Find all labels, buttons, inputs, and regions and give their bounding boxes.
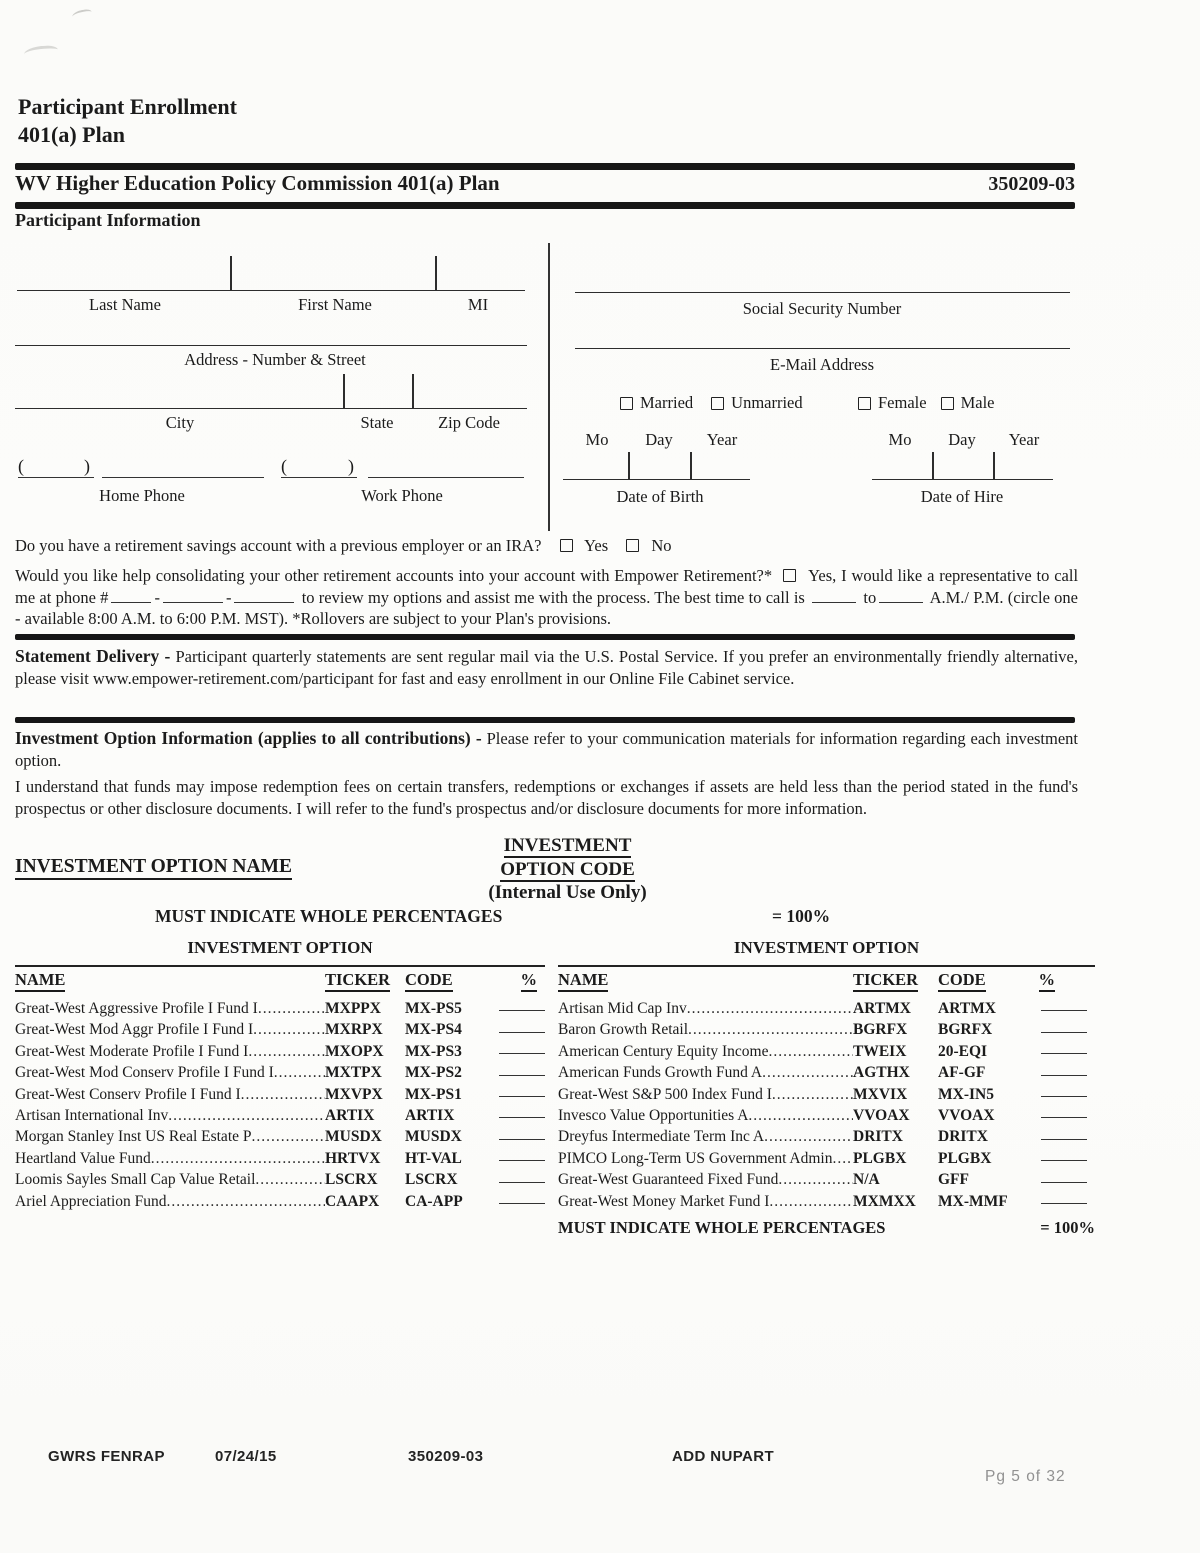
- fund-code: MX-PS4: [405, 1021, 462, 1039]
- table-row: [15, 1107, 545, 1128]
- percent-blank[interactable]: [499, 1092, 545, 1097]
- investment-option-name-heading: INVESTMENT OPTION NAME: [15, 856, 292, 878]
- fund-ticker: HRTVX: [325, 1149, 381, 1167]
- dot-leader: [167, 1193, 325, 1211]
- footer-page-number: Pg 5 of 32: [985, 1468, 1066, 1485]
- home-phone-label: Home Phone: [99, 486, 185, 505]
- ira-no-checkbox[interactable]: [626, 539, 639, 552]
- table-row: [15, 1086, 545, 1107]
- hire-month-label: Mo: [888, 430, 912, 449]
- fund-code: AF-GF: [938, 1064, 986, 1082]
- ssn-label: Social Security Number: [742, 299, 902, 318]
- percent-blank[interactable]: [1041, 1156, 1087, 1161]
- date-of-hire-label: Date of Hire: [920, 487, 1004, 506]
- dot-leader: [762, 1064, 853, 1082]
- table-row: [15, 1171, 545, 1192]
- must-indicate-note-bottom-row: [558, 1218, 1095, 1238]
- home-phone-paren-close: ): [84, 456, 90, 476]
- work-phone-label: Work Phone: [361, 486, 443, 505]
- column-code: CODE: [938, 970, 986, 992]
- fund-name: Great-West Mod Conserv Profile I Fund I: [15, 1064, 274, 1082]
- form-column-divider: [548, 243, 550, 531]
- table-row: [15, 1193, 545, 1214]
- fund-name: American Century Equity Income: [558, 1042, 769, 1060]
- email-label: E-Mail Address: [769, 355, 875, 374]
- fund-name: American Funds Growth Fund A: [558, 1064, 763, 1082]
- percent-blank[interactable]: [499, 1199, 545, 1204]
- table-header-rule-left: [15, 965, 545, 967]
- fund-code: MX-PS2: [405, 1064, 462, 1082]
- address-label: Address - Number & Street: [184, 350, 366, 369]
- plan-name: WV Higher Education Policy Commission 401(a) Plan: [15, 171, 500, 195]
- consolidation-yes-checkbox[interactable]: [783, 569, 796, 582]
- callback-phone-area-blank[interactable]: [111, 598, 151, 603]
- percent-blank[interactable]: [499, 1156, 545, 1161]
- callback-phone-line-blank[interactable]: [234, 598, 294, 603]
- fund-code: HT-VAL: [405, 1149, 462, 1167]
- percent-cell: [499, 1191, 545, 1209]
- fund-name: Great-West Conserv Profile I Fund I: [15, 1085, 241, 1103]
- field-separator-tick: [343, 374, 345, 408]
- footer-plan-number: 350209-03: [408, 1448, 484, 1465]
- footer-system-code: GWRS FENRAP: [48, 1448, 165, 1465]
- fund-ticker: MXVIX: [853, 1085, 908, 1103]
- fund-code: MX-MMF: [938, 1192, 1008, 1210]
- fund-name: Great-West Money Market Fund I: [558, 1192, 770, 1210]
- fund-ticker: MXVPX: [325, 1085, 383, 1103]
- fund-name: Heartland Value Fund: [15, 1149, 151, 1167]
- fund-name: Morgan Stanley Inst US Real Estate P: [15, 1128, 252, 1146]
- fund-ticker: ARTIX: [325, 1106, 375, 1124]
- table-columns-left: [15, 970, 545, 990]
- table-row: [558, 1150, 1095, 1171]
- percent-cell: [499, 1063, 545, 1081]
- percent-blank[interactable]: [1041, 1028, 1087, 1033]
- table-row: [558, 1021, 1095, 1042]
- phone-dash: -: [225, 587, 232, 607]
- dot-leader: [687, 1000, 853, 1018]
- plan-banner: [15, 171, 1075, 196]
- table-row: [558, 1000, 1095, 1021]
- dot-leader: [241, 1086, 325, 1104]
- fund-code: MX-PS5: [405, 1000, 462, 1017]
- fund-name: PIMCO Long-Term US Government Admin: [558, 1149, 833, 1167]
- fund-name: Great-West Mod Aggr Profile I Fund I: [15, 1021, 254, 1039]
- dot-leader: [274, 1064, 325, 1082]
- fund-ticker: PLGBX: [853, 1149, 907, 1167]
- column-ticker: TICKER: [325, 970, 390, 992]
- statement-delivery-body: Participant quarterly statements are sent regular mail via the U.S. Postal Service. If you prefer an environmentally friendly alternative, please visit www.empower-retirement.com/participant for fast and easy enrollment in our Online File Cabinet service.: [15, 647, 1078, 688]
- rule-thick: [15, 202, 1075, 209]
- dot-leader: [748, 1107, 853, 1125]
- percent-blank[interactable]: [1041, 1092, 1087, 1097]
- fund-code: MX-PS1: [405, 1085, 462, 1103]
- section-title-participant-information: Participant Information: [15, 210, 201, 230]
- column-percent: %: [521, 970, 538, 992]
- gender-group: [858, 393, 994, 413]
- investment-info-paragraph: [15, 728, 1078, 771]
- percent-blank[interactable]: [499, 1028, 545, 1033]
- fund-ticker: CAAPX: [325, 1192, 380, 1210]
- column-name: NAME: [15, 970, 65, 992]
- dot-leader: [764, 1128, 853, 1146]
- percent-blank[interactable]: [1041, 1006, 1087, 1011]
- fund-name: Great-West Guaranteed Fixed Fund: [558, 1171, 779, 1189]
- work-phone-paren-open: (: [281, 456, 287, 476]
- work-phone-paren-close: ): [348, 456, 354, 476]
- fund-code: LSCRX: [405, 1171, 458, 1189]
- field-separator-tick: [230, 256, 232, 290]
- field-separator-tick: [932, 452, 934, 479]
- percent-blank[interactable]: [499, 1135, 545, 1140]
- percent-blank[interactable]: [499, 1178, 545, 1183]
- table-row: [558, 1043, 1095, 1064]
- table-row: [558, 1193, 1095, 1214]
- pencil-scan-artifact: [24, 45, 59, 59]
- fund-name: Great-West Aggressive Profile I Fund I: [15, 1000, 258, 1017]
- fund-code: PLGBX: [938, 1149, 992, 1167]
- dot-leader: [252, 1128, 326, 1146]
- table-row: [15, 1000, 545, 1021]
- fund-code: MX-IN5: [938, 1085, 994, 1103]
- fund-name: Loomis Sayles Small Cap Value Retail: [15, 1171, 256, 1189]
- date-of-birth-line[interactable]: [563, 479, 750, 480]
- date-of-hire-line[interactable]: [872, 479, 1053, 480]
- ira-question-text: Do you have a retirement savings account with a previous employer or an IRA?: [15, 536, 542, 555]
- home-phone-paren-open: (: [18, 456, 24, 476]
- investment-option-heading-right: INVESTMENT OPTION: [733, 938, 920, 957]
- percent-blank[interactable]: [1041, 1135, 1087, 1140]
- ira-no-label: No: [651, 536, 672, 555]
- fund-code: ARTIX: [405, 1106, 455, 1124]
- table-row: [558, 1064, 1095, 1085]
- female-checkbox[interactable]: [858, 397, 871, 410]
- consolidation-affirm-text: Yes, I would like a representative to call me at phone #: [15, 566, 1079, 607]
- table-row: [558, 1107, 1095, 1128]
- date-of-birth-label: Date of Birth: [616, 487, 704, 506]
- table-row: [558, 1128, 1095, 1149]
- table-row: [558, 1086, 1095, 1107]
- fund-ticker: N/A: [853, 1171, 880, 1189]
- fund-code: DRITX: [938, 1128, 988, 1146]
- footer-action-code: ADD NUPART: [672, 1448, 775, 1465]
- dot-leader: [688, 1021, 853, 1039]
- fund-ticker: MXTPX: [325, 1064, 382, 1082]
- percent-cell: [499, 998, 545, 1016]
- state-label: State: [360, 413, 394, 432]
- footer-date: 07/24/15: [215, 1448, 277, 1465]
- table-row: [15, 1043, 545, 1064]
- percent-cell: [1041, 1191, 1087, 1209]
- table-row: [558, 1171, 1095, 1192]
- last-name-label: Last Name: [89, 295, 161, 314]
- form-title-line1: Participant Enrollment: [18, 94, 237, 119]
- field-separator-tick: [628, 452, 630, 479]
- investment-info-body: Please refer to your communication materials for information regarding each investment option.: [15, 729, 1079, 770]
- table-header-rule-right: [558, 965, 1095, 967]
- fund-ticker: MXPPX: [325, 1000, 381, 1017]
- field-separator-tick: [993, 452, 995, 479]
- fund-ticker: TWEIX: [853, 1042, 907, 1060]
- statement-delivery-heading: Statement Delivery -: [15, 646, 171, 666]
- column-ticker: TICKER: [853, 970, 918, 992]
- work-phone-area-field[interactable]: [281, 473, 357, 478]
- female-label: Female: [878, 393, 927, 412]
- fund-name: Great-West Moderate Profile I Fund I: [15, 1042, 249, 1060]
- city-label: City: [165, 413, 195, 432]
- percent-cell: [499, 1105, 545, 1123]
- fund-name: Artisan International Inv: [15, 1106, 169, 1124]
- fund-code: ARTMX: [938, 1000, 997, 1017]
- equals-100-bottom: = 100%: [1040, 1218, 1095, 1237]
- table-row: [15, 1150, 545, 1171]
- best-time-from-blank[interactable]: [812, 598, 856, 603]
- fund-name: Baron Growth Retail: [558, 1021, 689, 1039]
- table-row: [15, 1021, 545, 1042]
- fund-code: VVOAX: [938, 1106, 995, 1124]
- column-name: NAME: [558, 970, 608, 992]
- male-checkbox[interactable]: [941, 397, 954, 410]
- percent-blank[interactable]: [1041, 1199, 1087, 1204]
- field-separator-tick: [690, 452, 692, 479]
- field-separator-tick: [412, 374, 414, 408]
- percent-cell: [1041, 1041, 1087, 1059]
- fund-name: Artisan Mid Cap Inv: [558, 1000, 687, 1017]
- fund-ticker: BGRFX: [853, 1021, 908, 1039]
- dot-leader: [168, 1107, 325, 1125]
- fund-ticker: LSCRX: [325, 1171, 378, 1189]
- percent-blank[interactable]: [499, 1006, 545, 1011]
- fund-name: Invesco Value Opportunities A: [558, 1106, 749, 1124]
- percent-cell: [499, 1041, 545, 1059]
- investment-table-right: [558, 1000, 1095, 1214]
- fund-name: Great-West S&P 500 Index Fund I: [558, 1085, 772, 1103]
- fund-code: MUSDX: [405, 1128, 462, 1146]
- percent-blank[interactable]: [1041, 1178, 1087, 1183]
- consolidation-paragraph: [15, 565, 1078, 630]
- percent-cell: [499, 1127, 545, 1145]
- table-row: [15, 1128, 545, 1149]
- home-phone-field[interactable]: [102, 473, 264, 478]
- investment-info-heading: Investment Option Information (applies to all contributions) -: [15, 728, 482, 748]
- rule-thick: [15, 634, 1075, 640]
- consolidation-to-word: to: [863, 587, 877, 607]
- consolidation-review-text: to review my options and assist me with the process. The best time to call is: [301, 587, 805, 607]
- fund-ticker: VVOAX: [853, 1106, 910, 1124]
- dob-month-label: Mo: [585, 430, 609, 449]
- dot-leader: [778, 1171, 853, 1189]
- code-heading-line3: (Internal Use Only): [488, 882, 647, 903]
- rule-thick: [15, 717, 1075, 723]
- male-label: Male: [960, 393, 995, 412]
- dot-leader: [258, 1000, 325, 1018]
- percent-cell: [499, 1170, 545, 1188]
- percent-blank[interactable]: [1041, 1049, 1087, 1054]
- email-field-line[interactable]: [575, 348, 1070, 349]
- percent-cell: [1041, 998, 1087, 1016]
- ira-yes-checkbox[interactable]: [560, 539, 573, 552]
- plan-number: 350209-03: [988, 173, 1075, 195]
- married-checkbox[interactable]: [620, 397, 633, 410]
- fund-ticker: AGTHX: [853, 1064, 910, 1082]
- fund-code: 20-EQI: [938, 1042, 988, 1060]
- rule-thick: [15, 163, 1075, 170]
- percent-cell: [1041, 1084, 1087, 1102]
- investment-option-code-heading: [450, 834, 685, 905]
- fund-code: MX-PS3: [405, 1042, 462, 1060]
- code-heading-line2: OPTION CODE: [500, 858, 635, 880]
- unmarried-checkbox[interactable]: [711, 397, 724, 410]
- consolidation-closing-text: A.M./ P.M. (circle one - available 8:00 A.M. to 6:00 P.M. MST). *Rollovers are subject to your Plan's provisions.: [15, 587, 1078, 628]
- percent-cell: [1041, 1170, 1087, 1188]
- address-field-line[interactable]: [15, 345, 527, 346]
- dot-leader: [253, 1021, 325, 1039]
- percent-blank[interactable]: [499, 1071, 545, 1076]
- column-percent: %: [1039, 970, 1056, 992]
- percent-cell: [1041, 1127, 1087, 1145]
- zip-code-label: Zip Code: [438, 413, 500, 432]
- dot-leader: [769, 1193, 853, 1211]
- dot-leader: [151, 1150, 325, 1168]
- dot-leader: [768, 1043, 853, 1061]
- fund-name: Ariel Appreciation Fund: [15, 1192, 167, 1210]
- ira-question-row: [15, 536, 672, 556]
- middle-initial-label: MI: [467, 295, 489, 314]
- table-columns-right: [558, 970, 1095, 990]
- statement-delivery-paragraph: [15, 646, 1078, 689]
- callback-phone-prefix-blank[interactable]: [163, 598, 223, 603]
- dob-year-label: Year: [706, 430, 738, 449]
- fund-ticker: MXOPX: [325, 1042, 384, 1060]
- home-phone-area-field[interactable]: [18, 473, 94, 478]
- percent-cell: [499, 1148, 545, 1166]
- fund-code: GFF: [938, 1171, 969, 1189]
- name-fields-line[interactable]: [17, 290, 525, 291]
- dot-leader: [832, 1150, 853, 1168]
- fund-ticker: DRITX: [853, 1128, 903, 1146]
- percent-blank[interactable]: [499, 1113, 545, 1118]
- equals-100-top: = 100%: [772, 906, 831, 926]
- hire-day-label: Day: [948, 430, 976, 449]
- phone-dash: -: [154, 587, 160, 607]
- work-phone-field[interactable]: [368, 473, 524, 478]
- ira-yes-label: Yes: [584, 536, 609, 555]
- dot-leader: [772, 1086, 853, 1104]
- percent-blank[interactable]: [1041, 1113, 1087, 1118]
- percent-cell: [1041, 1063, 1087, 1081]
- dob-day-label: Day: [645, 430, 673, 449]
- fund-ticker: ARTMX: [853, 1000, 912, 1017]
- marital-status-group: [620, 393, 803, 413]
- city-state-zip-line[interactable]: [15, 408, 527, 409]
- column-code: CODE: [405, 970, 453, 992]
- percent-cell: [1041, 1148, 1087, 1166]
- form-title-line2: 401(a) Plan: [18, 122, 125, 147]
- fund-code: BGRFX: [938, 1021, 993, 1039]
- must-indicate-note-bottom: MUST INDICATE WHOLE PERCENTAGES: [558, 1218, 886, 1237]
- investment-option-heading-left: INVESTMENT OPTION: [187, 938, 373, 957]
- fund-name: Dreyfus Intermediate Term Inc A: [558, 1128, 765, 1146]
- percent-cell: [499, 1020, 545, 1038]
- best-time-to-blank[interactable]: [879, 598, 923, 603]
- percent-cell: [1041, 1020, 1087, 1038]
- percent-cell: [1041, 1105, 1087, 1123]
- field-separator-tick: [435, 256, 437, 290]
- pencil-scan-artifact: [71, 8, 92, 20]
- first-name-label: First Name: [298, 295, 372, 314]
- fund-ticker: MUSDX: [325, 1128, 382, 1146]
- fund-code: CA-APP: [405, 1192, 463, 1210]
- must-indicate-note-top: MUST INDICATE WHOLE PERCENTAGES: [155, 906, 503, 926]
- percent-cell: [499, 1084, 545, 1102]
- unmarried-label: Unmarried: [731, 393, 803, 412]
- fund-ticker: MXMXX: [853, 1192, 916, 1210]
- table-row: [15, 1064, 545, 1085]
- investment-table-left: [15, 1000, 545, 1214]
- hire-year-label: Year: [1008, 430, 1040, 449]
- married-label: Married: [640, 393, 694, 412]
- percent-blank[interactable]: [499, 1049, 545, 1054]
- redemption-disclaimer-paragraph: [15, 776, 1078, 819]
- ssn-field-line[interactable]: [575, 292, 1070, 293]
- code-heading-line1: INVESTMENT: [503, 835, 632, 856]
- consolidation-question: Would you like help consolidating your other retirement accounts into your account with Empower Retirement?*: [15, 566, 773, 585]
- dot-leader: [255, 1171, 325, 1189]
- dot-leader: [248, 1043, 325, 1061]
- percent-blank[interactable]: [1041, 1071, 1087, 1076]
- fund-ticker: MXRPX: [325, 1021, 383, 1039]
- redemption-disclaimer-text: I understand that funds may impose redemption fees on certain transfers, redemptions or exchanges if assets are held less than the period stated in the fund's prospectus or other disclosure documents. I will refer to the fund's prospectus and/or disclosure documents for more information.: [15, 777, 1078, 818]
